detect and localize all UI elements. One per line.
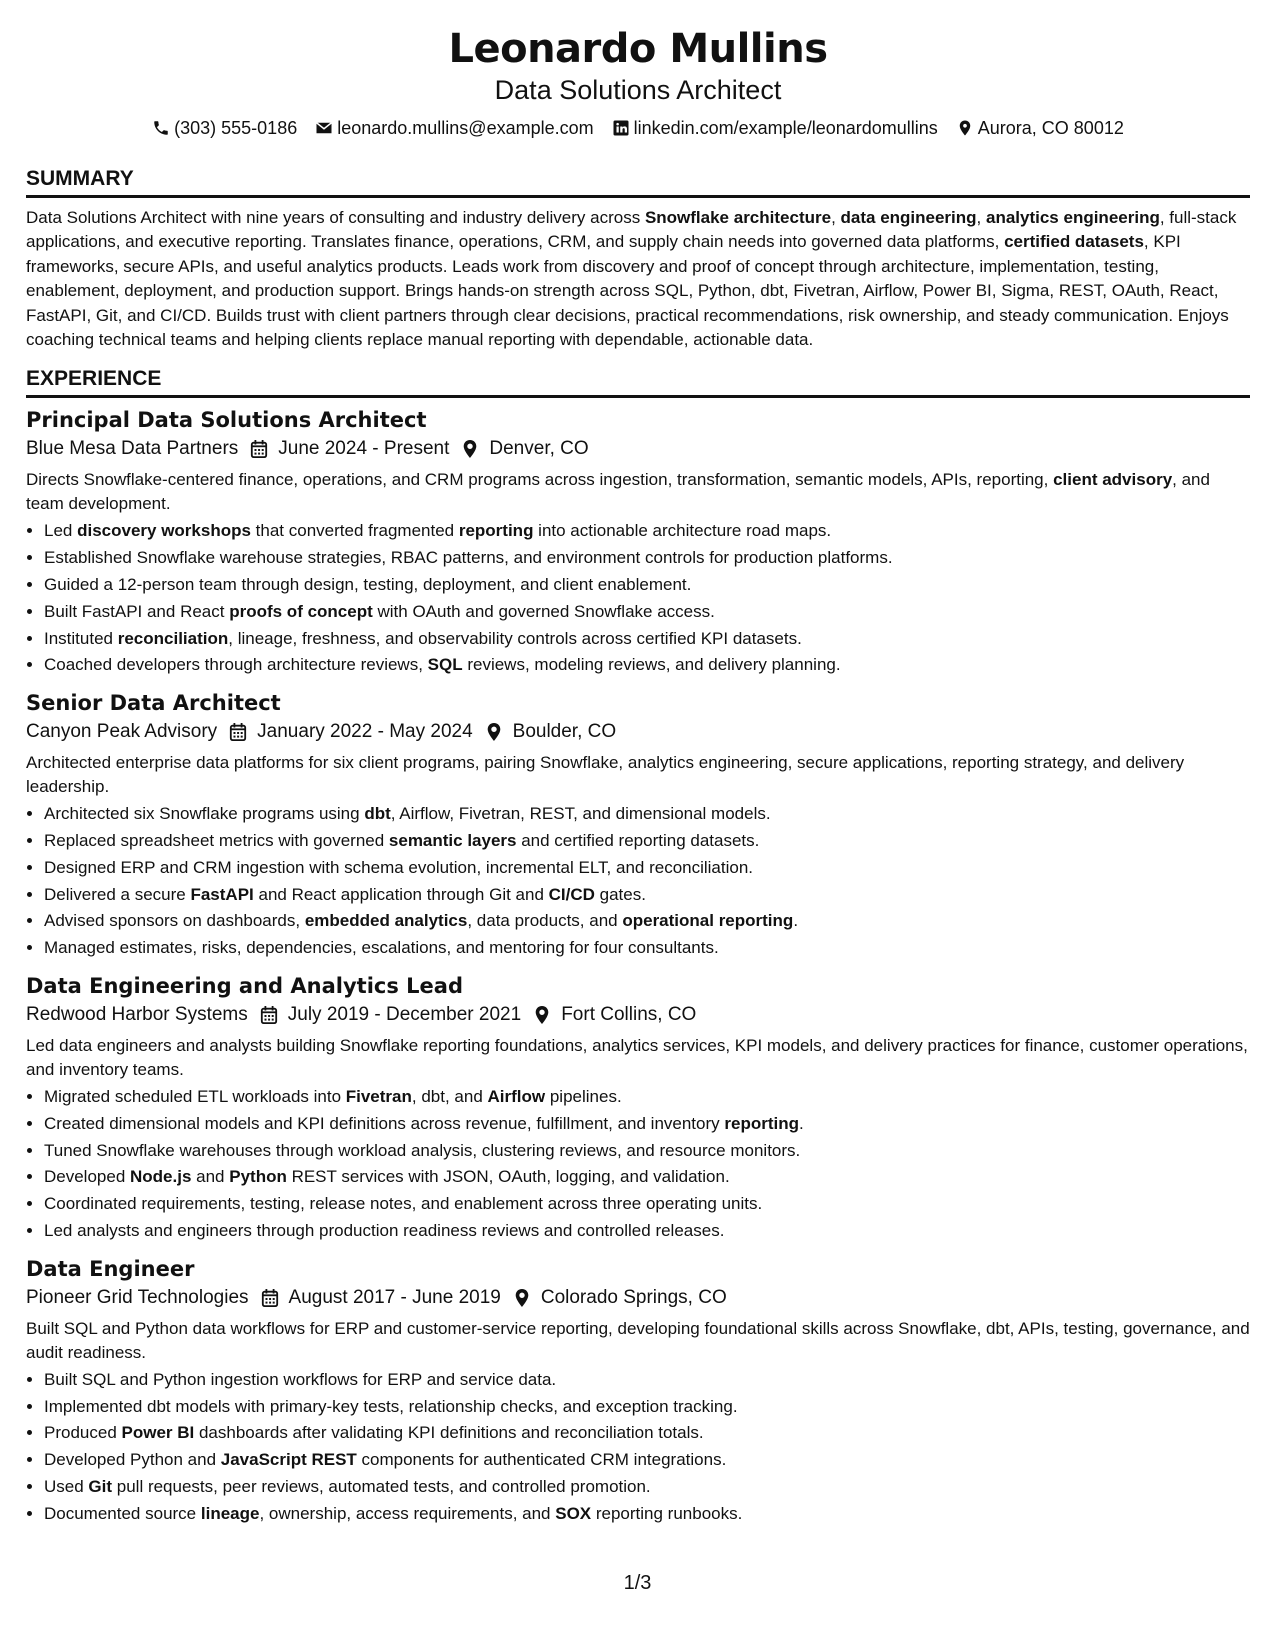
- job-bullets: [26, 801, 1250, 962]
- map-pin-icon: [533, 1005, 551, 1025]
- text-run: Replaced spreadsheet metrics with governed: [44, 831, 389, 851]
- list-item: [44, 855, 1250, 882]
- list-item: [44, 1501, 1250, 1528]
- bold-text: dbt: [364, 804, 391, 824]
- text-run: and certified reporting datasets.: [516, 831, 760, 851]
- text-run: , and team development.: [26, 470, 1210, 514]
- job-bullets: [26, 1367, 1250, 1528]
- text-run: Developed Python and: [44, 1450, 221, 1470]
- section-heading-experience: EXPERIENCE: [26, 366, 1250, 398]
- text-run: Instituted: [44, 628, 118, 648]
- map-pin-icon: [956, 119, 974, 137]
- list-item: [44, 572, 1250, 599]
- text-run: reporting runbooks.: [591, 1503, 743, 1523]
- list-item: [44, 518, 1250, 545]
- company-name: Canyon Peak Advisory: [26, 721, 218, 743]
- job-dates: July 2019 - December 2021: [287, 1004, 522, 1025]
- text-run: into actionable architecture road maps.: [533, 521, 832, 541]
- bold-text: reporting: [458, 521, 534, 541]
- section-heading-summary: SUMMARY: [26, 166, 1250, 198]
- resume-header: [26, 0, 1250, 140]
- job-entry: [26, 689, 1250, 962]
- map-pin-icon: [513, 1288, 531, 1308]
- text-run: Produced: [44, 1423, 122, 1443]
- job-meta: [26, 434, 1250, 464]
- job-entry: [26, 972, 1250, 1245]
- candidate-name: Leonardo Mullins: [448, 26, 828, 72]
- calendar-icon: [229, 722, 247, 742]
- list-item: [44, 828, 1250, 855]
- job-location: Denver, CO: [489, 438, 589, 460]
- job-description: [26, 751, 1250, 799]
- list-item: [44, 882, 1250, 909]
- text-run: gates.: [594, 884, 646, 904]
- phone-icon: [152, 119, 170, 137]
- text-run: Developed: [44, 1167, 131, 1187]
- job-dates: August 2017 - June 2019: [288, 1286, 501, 1308]
- list-item: [44, 1447, 1250, 1474]
- text-run: Migrated scheduled ETL workloads into: [44, 1087, 346, 1106]
- job-title: Data Engineering and Analytics Lead: [26, 974, 463, 998]
- text-run: Built FastAPI and React: [44, 601, 230, 621]
- company-name: Pioneer Grid Technologies: [26, 1286, 249, 1308]
- resume-page: [26, 0, 1250, 1528]
- company-name: Redwood Harbor Systems: [26, 1004, 248, 1025]
- text-run: with OAuth and governed Snowflake access.: [372, 601, 715, 621]
- list-item: [44, 652, 1250, 679]
- list-item: [44, 1420, 1250, 1447]
- job-bullets: [26, 518, 1250, 679]
- job-meta: [26, 1283, 1250, 1313]
- list-item: [44, 801, 1250, 828]
- bold-text: client advisory: [1053, 470, 1173, 490]
- list-item: [44, 1218, 1250, 1245]
- job-bullets: [26, 1084, 1250, 1245]
- job-description: [26, 468, 1250, 516]
- map-pin-icon: [485, 722, 503, 742]
- text-run: , lineage, freshness, and observability controls across certified KPI datasets.: [228, 628, 802, 648]
- job-title: Senior Data Architect: [26, 691, 281, 716]
- calendar-icon: [260, 1005, 278, 1025]
- contact-phone[interactable]: [152, 116, 297, 140]
- job-dates: June 2024 - Present: [278, 438, 450, 460]
- text-run: Led: [44, 521, 78, 541]
- list-item: [44, 1138, 1250, 1165]
- text-run: ,: [831, 208, 841, 227]
- bold-text: SOX: [555, 1503, 592, 1523]
- phone-text: (303) 555-0186: [174, 118, 298, 138]
- job-description: [26, 1317, 1250, 1365]
- job-location: Fort Collins, CO: [561, 1004, 697, 1025]
- bold-text: Power BI: [121, 1423, 195, 1443]
- contact-location: [956, 116, 1124, 140]
- bold-text: SQL: [427, 655, 463, 675]
- list-item: [44, 1164, 1250, 1191]
- text-run: Coordinated requirements, testing, release notes, and enablement across three operating units.: [44, 1194, 763, 1214]
- experience-section: [26, 366, 1250, 1527]
- bold-text: Node.js: [130, 1167, 192, 1187]
- summary-paragraph: [26, 206, 1250, 352]
- list-item: [44, 599, 1250, 626]
- text-run: , ownership, access requirements, and: [259, 1503, 556, 1523]
- job-meta: [26, 717, 1250, 747]
- job-meta: [26, 1000, 1250, 1030]
- text-run: Implemented dbt models with primary-key tests, relationship checks, and exception tracking.: [44, 1396, 738, 1416]
- text-run: Coached developers through architecture reviews,: [44, 655, 428, 675]
- job-location: Colorado Springs, CO: [540, 1286, 727, 1308]
- text-run: Built SQL and Python data workflows for ERP and customer-service reporting, developing foundational skills across Snowflake, dbt, APIs, testing, governance, and audit readiness.: [26, 1318, 1250, 1362]
- text-run: , KPI frameworks, secure APIs, and useful analytics products. Leads work from discovery and proof of concept through architecture, implementation, testing, enablement, deployment, and production support. Brings hands-on strength across SQL, Python, dbt, Fivetran, Airflow, Power BI, Sigma, REST, OAuth, React, FastAPI, Git, and CI/CD. Builds trust with client partners through clear decisions, practical recommendations, risk ownership, and steady communication. Enjoys coaching technical teams and helping clients replace manual reporting with dependable, actionable data.: [26, 232, 1229, 350]
- bold-text: proofs of concept: [229, 601, 373, 621]
- text-run: dashboards after validating KPI definitions and reconciliation totals.: [194, 1423, 704, 1443]
- text-run: and: [191, 1167, 230, 1187]
- job-entry: [26, 1255, 1250, 1528]
- map-pin-icon: [513, 1288, 531, 1308]
- linkedin-text: linkedin.com/example/leonardomullins: [633, 118, 938, 138]
- contact-row: [26, 116, 1250, 140]
- calendar-icon: [250, 439, 268, 459]
- text-run: ,: [976, 208, 986, 227]
- bold-text: Fivetran: [345, 1087, 412, 1106]
- list-item: [44, 1474, 1250, 1501]
- email-text: leonardo.mullins@example.com: [337, 118, 594, 138]
- text-run: Led analysts and engineers through production readiness reviews and controlled releases.: [44, 1220, 725, 1240]
- bold-text: CI/CD: [548, 884, 595, 904]
- linkedin-icon: [612, 119, 630, 137]
- job-title: Data Engineer: [26, 1256, 195, 1281]
- text-run: reviews, modeling reviews, and delivery planning.: [462, 655, 841, 675]
- bold-text: Snowflake architecture: [644, 208, 832, 227]
- bold-text: data engineering: [840, 208, 977, 227]
- calendar-icon: [229, 722, 247, 742]
- envelope-icon: [315, 119, 333, 137]
- text-run: Used: [44, 1476, 89, 1496]
- text-run: Delivered a secure: [44, 884, 191, 904]
- bold-text: JavaScript REST: [220, 1450, 357, 1470]
- job-dates: January 2022 - May 2024: [257, 721, 473, 743]
- bold-text: embedded analytics: [304, 911, 468, 931]
- company-name: Blue Mesa Data Partners: [26, 438, 239, 460]
- bold-text: discovery workshops: [77, 521, 251, 541]
- calendar-icon: [261, 1288, 279, 1308]
- experience-list: [26, 406, 1250, 1527]
- map-pin-icon: [461, 439, 479, 459]
- map-pin-icon: [461, 439, 479, 459]
- text-run: Directs Snowflake-centered finance, operations, and CRM programs across ingestion, transformation, semantic models, APIs, reporting,: [26, 470, 1054, 490]
- text-run: Managed estimates, risks, dependencies, escalations, and mentoring for four consultants.: [44, 938, 719, 958]
- bold-text: analytics engineering: [986, 208, 1160, 227]
- bold-text: lineage: [200, 1503, 260, 1523]
- bold-text: FastAPI: [190, 884, 254, 904]
- list-item: [44, 1191, 1250, 1218]
- text-run: Guided a 12-person team through design, testing, deployment, and client enablement.: [44, 575, 692, 595]
- list-item: [44, 626, 1250, 653]
- text-run: .: [793, 911, 799, 931]
- text-run: Architected enterprise data platforms for six client programs, pairing Snowflake, analytics engineering, secure applications, reporting strategy, and delivery leadership.: [26, 753, 1185, 797]
- calendar-icon: [260, 1005, 278, 1025]
- calendar-icon: [250, 439, 268, 459]
- text-run: pull requests, peer reviews, automated tests, and controlled promotion.: [112, 1476, 651, 1496]
- list-item: [44, 1394, 1250, 1421]
- text-run: Advised sponsors on dashboards,: [44, 911, 305, 931]
- text-run: .: [798, 1113, 804, 1133]
- list-item: [44, 908, 1250, 935]
- text-run: , full-stack applications, and executive reporting. Translates finance, operations, CRM, and supply chain needs into governed data platforms,: [26, 208, 1237, 252]
- text-run: Created dimensional models and KPI definitions across revenue, fulfillment, and inventory: [44, 1113, 725, 1133]
- map-pin-icon: [485, 722, 503, 742]
- text-run: pipelines.: [545, 1087, 622, 1106]
- job-title: Principal Data Solutions Architect: [26, 408, 427, 433]
- text-run: Tuned Snowflake warehouses through workload analysis, clustering reviews, and resource monitors.: [44, 1140, 801, 1160]
- text-run: components for authenticated CRM integrations.: [356, 1450, 727, 1470]
- bold-text: reconciliation: [117, 628, 229, 648]
- text-run: REST services with JSON, OAuth, logging, and validation.: [286, 1167, 730, 1187]
- page-number: 1/3: [623, 1572, 652, 1594]
- bold-text: certified datasets: [1004, 232, 1144, 252]
- bold-text: Git: [88, 1476, 113, 1496]
- text-run: Led data engineers and analysts building Snowflake reporting foundations, analytics services, KPI models, and delivery practices for finance, customer operations, and inventory teams.: [26, 1036, 1248, 1079]
- text-run: and React application through Git and: [253, 884, 549, 904]
- text-run: Designed ERP and CRM ingestion with schema evolution, incremental ELT, and reconciliation.: [44, 857, 754, 877]
- text-run: , Airflow, Fivetran, REST, and dimensional models.: [390, 804, 771, 824]
- list-item: [44, 1084, 1250, 1111]
- text-run: Data Solutions Architect with nine years of consulting and industry delivery across: [26, 208, 645, 227]
- text-run: Documented source: [44, 1503, 201, 1523]
- bold-text: Airflow: [487, 1087, 546, 1106]
- text-run: that converted fragmented: [250, 521, 459, 541]
- list-item: [44, 935, 1250, 962]
- job-description: [26, 1034, 1250, 1082]
- text-run: Built SQL and Python ingestion workflows for ERP and service data.: [44, 1369, 557, 1389]
- contact-email[interactable]: [315, 116, 593, 140]
- calendar-icon: [261, 1288, 279, 1308]
- list-item: [44, 1111, 1250, 1138]
- contact-linkedin[interactable]: [612, 116, 938, 140]
- list-item: [44, 545, 1250, 572]
- bold-text: Python: [229, 1167, 287, 1187]
- bold-text: operational reporting: [622, 911, 794, 931]
- text-run: , dbt, and: [411, 1087, 488, 1106]
- candidate-title: Data Solutions Architect: [494, 75, 782, 105]
- bold-text: semantic layers: [388, 831, 517, 851]
- text-run: , data products, and: [467, 911, 623, 931]
- text-run: Architected six Snowflake programs using: [44, 804, 365, 824]
- list-item: [44, 1367, 1250, 1394]
- bold-text: reporting: [724, 1113, 799, 1133]
- text-run: Established Snowflake warehouse strategies, RBAC patterns, and environment controls for production platforms.: [44, 548, 893, 568]
- map-pin-icon: [533, 1005, 551, 1025]
- summary-section: [26, 166, 1250, 352]
- location-text: Aurora, CO 80012: [977, 118, 1124, 138]
- job-location: Boulder, CO: [512, 721, 617, 743]
- job-entry: [26, 406, 1250, 679]
